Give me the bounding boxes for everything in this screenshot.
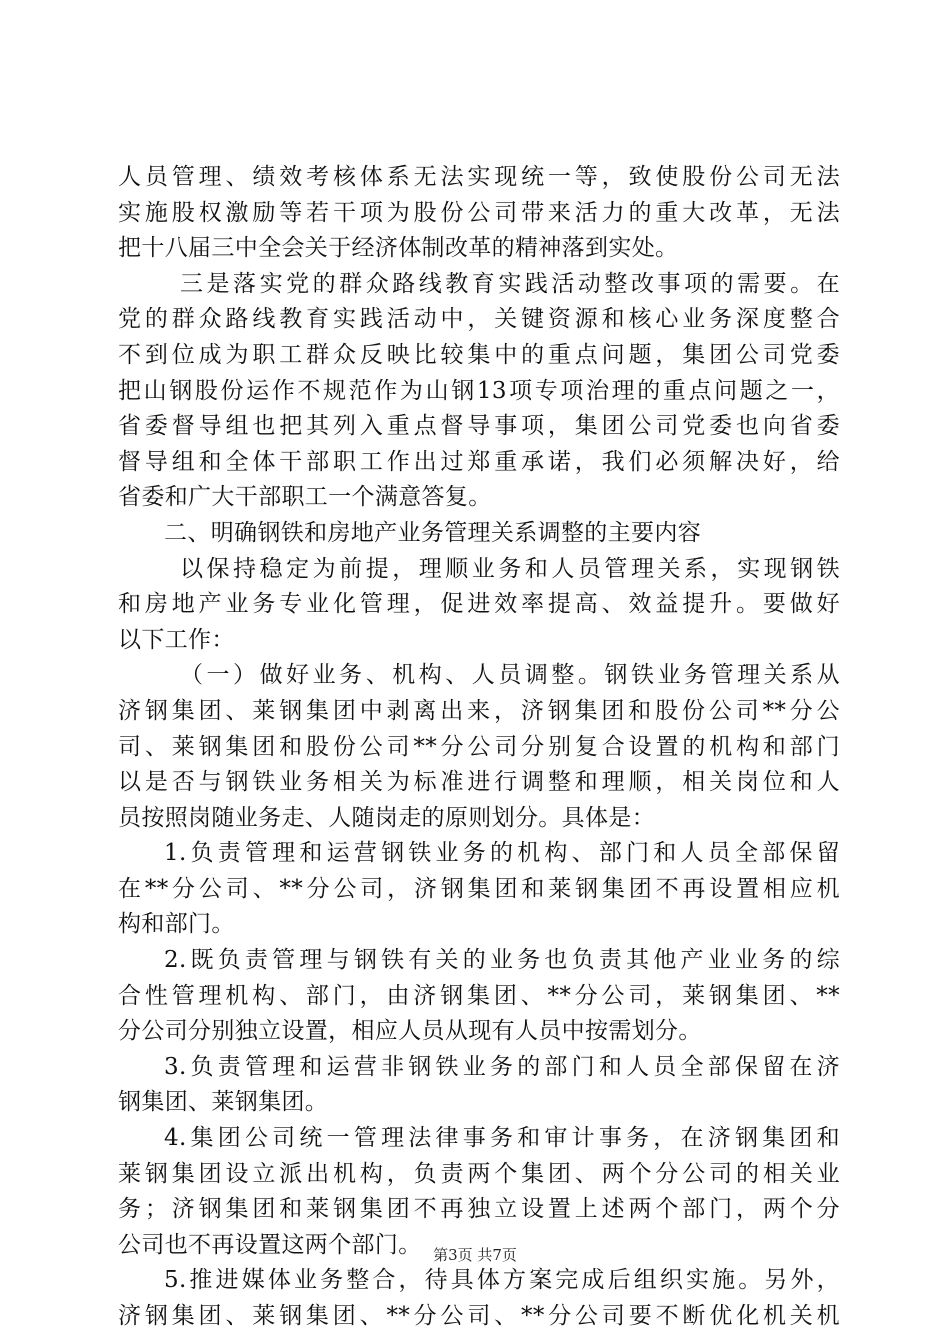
text-line: 员按照岗随业务走、人随岗走的原则划分。具体是：: [118, 804, 656, 831]
list-item-line: 5.推进媒体业务整合，待具体方案完成后组织实施。另外，: [164, 1267, 840, 1294]
text-line: 省委和广大干部职工一个满意答复。: [118, 484, 492, 511]
text-line: 务；济钢集团和莱钢集团不再独立设置上述两个部门，两个分: [118, 1196, 840, 1223]
text-line: 把十八届三中全会关于经济体制改革的精神落到实处。: [118, 235, 679, 262]
list-item-line: 4.集团公司统一管理法律事务和审计事务，在济钢集团和: [164, 1125, 840, 1152]
text-line: 督导组和全体干部职工作出过郑重承诺，我们必须解决好，给: [118, 448, 840, 475]
list-item-line: 2.既负责管理与钢铁有关的业务也负责其他产业业务的综: [164, 947, 840, 974]
text-line: 司、莱钢集团和股份公司**分公司分别复合设置的机构和部门: [118, 733, 840, 760]
list-item-line: 1.负责管理和运营钢铁业务的机构、部门和人员全部保留: [164, 840, 840, 867]
text-line: 党的群众路线教育实践活动中，关键资源和核心业务深度整合: [118, 306, 840, 333]
text-line: 济钢集团、莱钢集团、**分公司、**分公司要不断优化机关机: [118, 1303, 840, 1329]
text-line: 济钢集团、莱钢集团中剥离出来，济钢集团和股份公司**分公: [118, 697, 840, 724]
text-line: 以下工作：: [118, 626, 235, 653]
document-body: [118, 160, 840, 1335]
text-line: 在**分公司、**分公司，济钢集团和莱钢集团不再设置相应机: [118, 875, 840, 902]
text-line: 把山钢股份运作不规范作为山钢13项专项治理的重点问题之一，: [118, 377, 840, 404]
text-line: 以是否与钢铁业务相关为标准进行调整和理顺，相关岗位和人: [118, 769, 840, 796]
text-line: 不到位成为职工群众反映比较集中的重点问题，集团公司党委: [118, 341, 840, 368]
text-line: 实施股权激励等若干项为股份公司带来活力的重大改革，无法: [118, 199, 840, 226]
text-line: 合性管理机构、部门，由济钢集团、**分公司，莱钢集团、**: [118, 982, 840, 1009]
subsection-heading-line: （一）做好业务、机构、人员调整。钢铁业务管理关系从: [180, 662, 840, 689]
text-line: 公司也不再设置这两个部门。: [118, 1231, 422, 1258]
text-line: 莱钢集团设立派出机构，负责两个集团、两个分公司的相关业: [118, 1160, 840, 1187]
paragraph-start-line: 以保持稳定为前提，理顺业务和人员管理关系，实现钢铁: [180, 555, 840, 582]
page-number-footer: 第3页 共7页: [433, 1246, 517, 1264]
paragraph-start-line: 三是落实党的群众路线教育实践活动整改事项的需要。在: [180, 270, 840, 297]
text-line: 省委督导组也把其列入重点督导事项，集团公司党委也向省委: [118, 413, 840, 440]
section-heading: 二、明确钢铁和房地产业务管理关系调整的主要内容: [164, 519, 702, 546]
text-line: 和房地产业务专业化管理，促进效率提高、效益提升。要做好: [118, 591, 840, 618]
list-item-line: 3.负责管理和运营非钢铁业务的部门和人员全部保留在济: [164, 1053, 840, 1080]
text-line: 钢集团、莱钢集团。: [118, 1089, 329, 1116]
text-line: 分公司分别独立设置，相应人员从现有人员中按需划分。: [118, 1018, 702, 1045]
text-line: 构和部门。: [118, 911, 235, 938]
text-line: 人员管理、绩效考核体系无法实现统一等，致使股份公司无法: [118, 164, 840, 190]
